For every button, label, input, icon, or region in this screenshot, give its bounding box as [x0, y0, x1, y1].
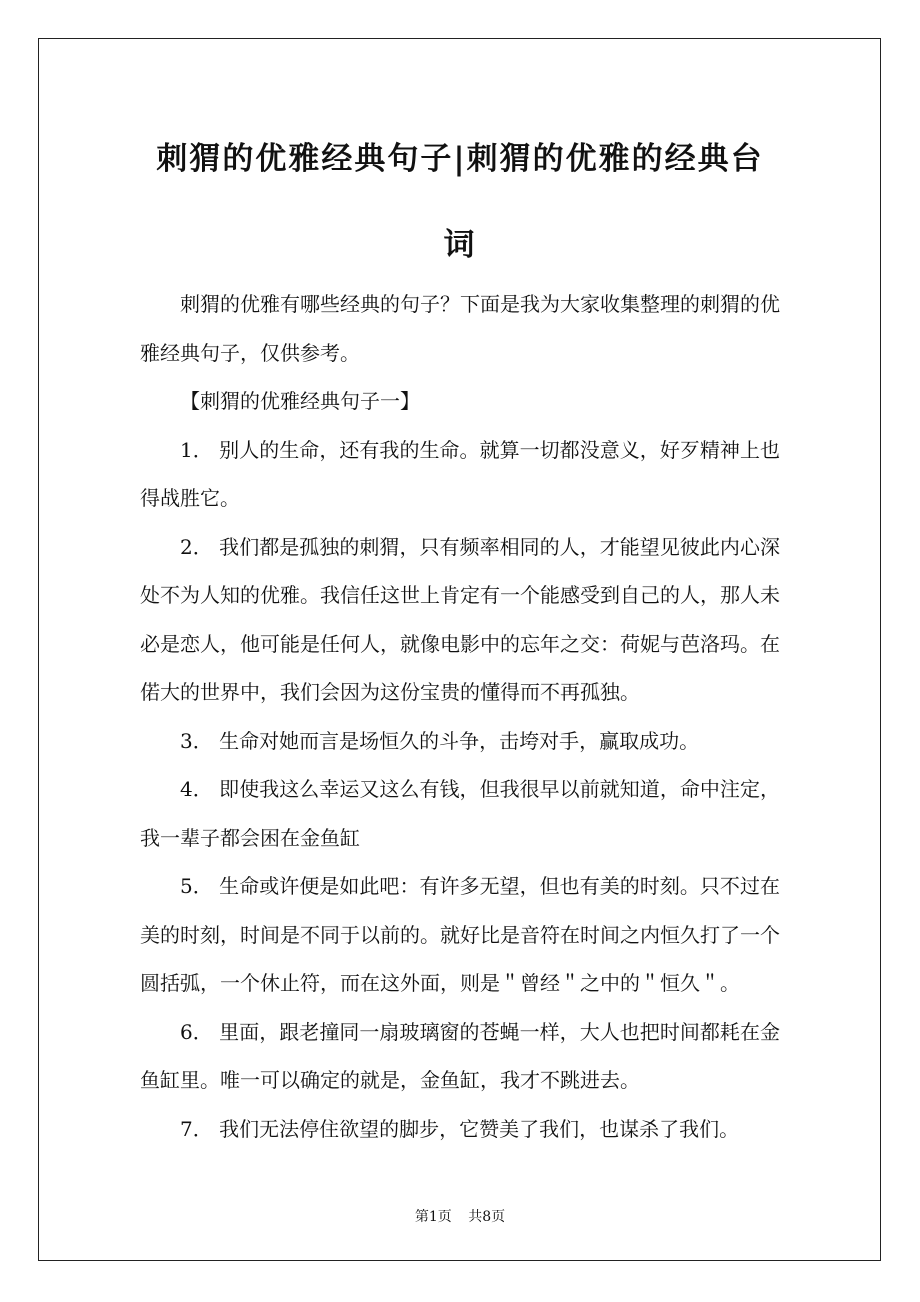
- page-footer: [0, 1206, 920, 1226]
- intro-paragraph: 刺猬的优雅有哪些经典的句子？下面是我为大家收集整理的刺猬的优雅经典句子，仅供参考。: [140, 292, 780, 365]
- document-body: [140, 280, 780, 1153]
- section-heading: 【刺猬的优雅经典句子一】: [180, 389, 420, 413]
- quote-item: 6． 里面，跟老撞同一扇玻璃窗的苍蝇一样，大人也把时间都耗在金鱼缸里。唯一可以确定的就是，金鱼缸，我才不跳进去。: [140, 1019, 780, 1092]
- page-number: 第1页: [414, 1209, 452, 1225]
- quote-item: 2． 我们都是孤独的刺猬，只有频率相同的人，才能望见彼此内心深处不为人知的优雅。我信任这世上肯定有一个能感受到自己的人，那人未必是恋人，他可能是任何人，就像电影中的忘年之交：荷妮与芭洛玛。在偌大的世界中，我们会因为这份宝贵的懂得而不再孤独。: [140, 534, 780, 704]
- quote-item: 4． 即使我这么幸运又这么有钱，但我很早以前就知道，命中注定，我一辈子都会困在金鱼缸: [140, 777, 780, 850]
- quote-item: 5． 生命或许便是如此吧：有许多无望，但也有美的时刻。只不过在美的时刻，时间是不同于以前的。就好比是音符在时间之内恒久打了一个圆括弧，一个休止符，而在这外面，则是＂曾经＂之中的＂恒久＂。: [140, 874, 780, 995]
- quote-item: 7． 我们无法停住欲望的脚步，它赞美了我们，也谋杀了我们。: [180, 1116, 740, 1141]
- document-title: 刺猬的优雅经典句子|刺猬的优雅的经典台词: [156, 141, 764, 263]
- quote-item: 3． 生命对她而言是场恒久的斗争，击垮对手，赢取成功。: [180, 728, 700, 753]
- quote-item: 1． 别人的生命，还有我的生命。就算一切都没意义，好歹精神上也得战胜它。: [140, 437, 780, 510]
- page-total: 共8页: [468, 1209, 506, 1225]
